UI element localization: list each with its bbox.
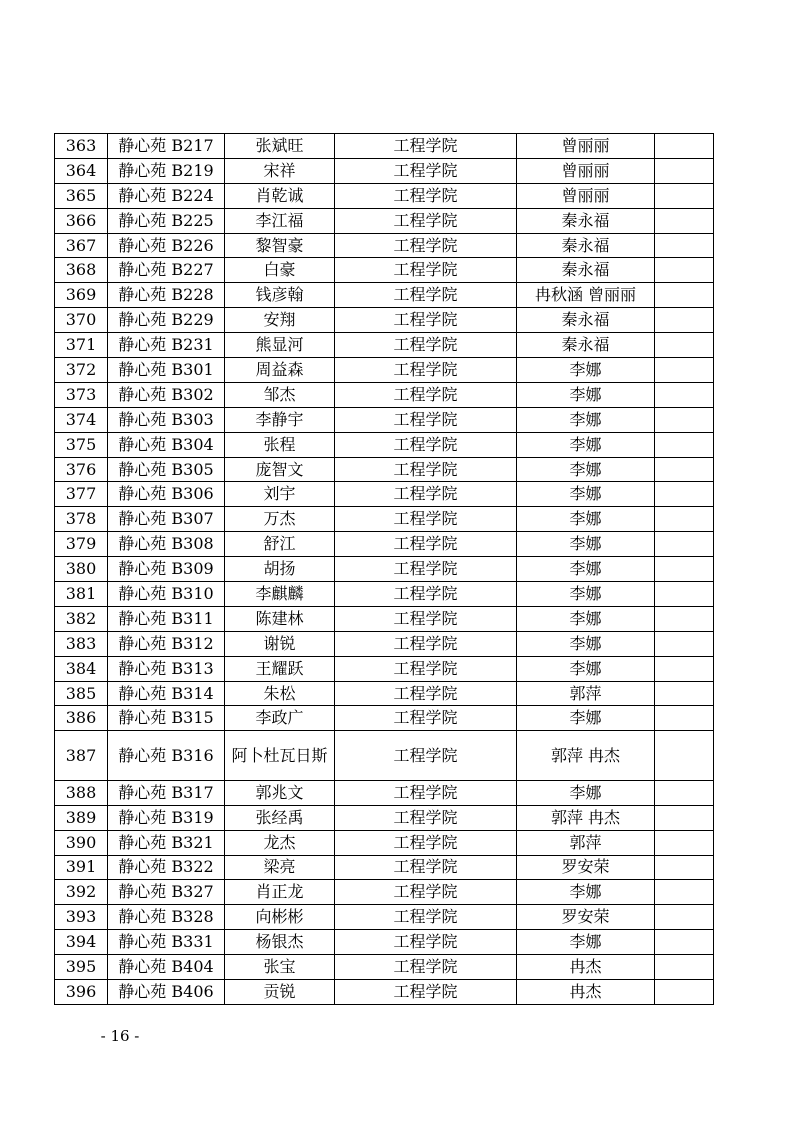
cell-room: 静心苑 B309 — [108, 557, 225, 582]
cell-number: 386 — [55, 706, 108, 731]
table-row — [55, 432, 714, 457]
table-row — [55, 208, 714, 233]
table-row — [55, 681, 714, 706]
cell-note — [655, 333, 714, 358]
cell-college: 工程学院 — [335, 930, 517, 955]
cell-name: 邹杰 — [225, 382, 335, 407]
cell-room: 静心苑 B224 — [108, 183, 225, 208]
cell-college: 工程学院 — [335, 432, 517, 457]
cell-room: 静心苑 B404 — [108, 955, 225, 980]
cell-name: 王耀跃 — [225, 656, 335, 681]
cell-note — [655, 158, 714, 183]
cell-counselor: 郭萍 — [517, 681, 655, 706]
cell-number: 380 — [55, 557, 108, 582]
cell-note — [655, 681, 714, 706]
cell-name: 宋祥 — [225, 158, 335, 183]
cell-name: 李政广 — [225, 706, 335, 731]
cell-name: 黎智豪 — [225, 233, 335, 258]
cell-college: 工程学院 — [335, 980, 517, 1005]
table-row — [55, 507, 714, 532]
cell-room: 静心苑 B231 — [108, 333, 225, 358]
cell-room: 静心苑 B219 — [108, 158, 225, 183]
cell-college: 工程学院 — [335, 208, 517, 233]
cell-number: 369 — [55, 283, 108, 308]
cell-counselor: 李娜 — [517, 631, 655, 656]
cell-counselor: 秦永福 — [517, 208, 655, 233]
cell-note — [655, 457, 714, 482]
cell-note — [655, 780, 714, 805]
cell-note — [655, 183, 714, 208]
cell-college: 工程学院 — [335, 681, 517, 706]
cell-college: 工程学院 — [335, 134, 517, 159]
cell-college: 工程学院 — [335, 780, 517, 805]
cell-room: 静心苑 B306 — [108, 482, 225, 507]
cell-name: 谢锐 — [225, 631, 335, 656]
cell-name: 安翔 — [225, 308, 335, 333]
cell-college: 工程学院 — [335, 283, 517, 308]
cell-name: 梁亮 — [225, 855, 335, 880]
cell-college: 工程学院 — [335, 855, 517, 880]
cell-name: 李静宇 — [225, 407, 335, 432]
cell-counselor: 秦永福 — [517, 308, 655, 333]
cell-note — [655, 283, 714, 308]
cell-name: 贡锐 — [225, 980, 335, 1005]
cell-room: 静心苑 B226 — [108, 233, 225, 258]
cell-room: 静心苑 B314 — [108, 681, 225, 706]
cell-name: 杨银杰 — [225, 930, 335, 955]
cell-number: 389 — [55, 805, 108, 830]
table-row — [55, 407, 714, 432]
table-row — [55, 706, 714, 731]
cell-number: 396 — [55, 980, 108, 1005]
cell-college: 工程学院 — [335, 731, 517, 781]
cell-name: 陈建林 — [225, 606, 335, 631]
table-row — [55, 358, 714, 383]
cell-room: 静心苑 B313 — [108, 656, 225, 681]
cell-room: 静心苑 B225 — [108, 208, 225, 233]
cell-number: 373 — [55, 382, 108, 407]
cell-counselor: 李娜 — [517, 582, 655, 607]
cell-counselor: 李娜 — [517, 507, 655, 532]
cell-college: 工程学院 — [335, 183, 517, 208]
table-row — [55, 731, 714, 781]
cell-room: 静心苑 B316 — [108, 731, 225, 781]
cell-name: 阿卜杜瓦日斯 — [225, 731, 335, 781]
cell-note — [655, 557, 714, 582]
table-row — [55, 158, 714, 183]
cell-name: 张程 — [225, 432, 335, 457]
cell-counselor: 李娜 — [517, 482, 655, 507]
cell-counselor: 郭萍 — [517, 830, 655, 855]
cell-college: 工程学院 — [335, 631, 517, 656]
cell-counselor: 曾丽丽 — [517, 158, 655, 183]
cell-number: 395 — [55, 955, 108, 980]
cell-counselor: 秦永福 — [517, 233, 655, 258]
table-row — [55, 656, 714, 681]
cell-room: 静心苑 B304 — [108, 432, 225, 457]
cell-college: 工程学院 — [335, 482, 517, 507]
cell-name: 李麒麟 — [225, 582, 335, 607]
cell-counselor: 李娜 — [517, 382, 655, 407]
table-body — [55, 134, 714, 1005]
table-row — [55, 333, 714, 358]
cell-college: 工程学院 — [335, 955, 517, 980]
cell-college: 工程学院 — [335, 706, 517, 731]
table-row — [55, 482, 714, 507]
cell-number: 379 — [55, 532, 108, 557]
table-row — [55, 283, 714, 308]
cell-room: 静心苑 B312 — [108, 631, 225, 656]
cell-number: 382 — [55, 606, 108, 631]
cell-name: 向彬彬 — [225, 905, 335, 930]
cell-number: 384 — [55, 656, 108, 681]
cell-name: 龙杰 — [225, 830, 335, 855]
cell-name: 刘宇 — [225, 482, 335, 507]
cell-note — [655, 258, 714, 283]
table-row — [55, 308, 714, 333]
page-number: - 16 - — [100, 1027, 140, 1045]
cell-name: 肖乾诚 — [225, 183, 335, 208]
cell-note — [655, 706, 714, 731]
table-row — [55, 780, 714, 805]
cell-note — [655, 407, 714, 432]
cell-number: 375 — [55, 432, 108, 457]
table-row — [55, 457, 714, 482]
cell-note — [655, 905, 714, 930]
cell-note — [655, 955, 714, 980]
cell-counselor: 李娜 — [517, 407, 655, 432]
table-row — [55, 930, 714, 955]
cell-number: 367 — [55, 233, 108, 258]
cell-number: 364 — [55, 158, 108, 183]
cell-college: 工程学院 — [335, 233, 517, 258]
cell-note — [655, 606, 714, 631]
cell-counselor: 李娜 — [517, 780, 655, 805]
cell-name: 张斌旺 — [225, 134, 335, 159]
cell-number: 381 — [55, 582, 108, 607]
cell-room: 静心苑 B319 — [108, 805, 225, 830]
cell-number: 388 — [55, 780, 108, 805]
cell-college: 工程学院 — [335, 606, 517, 631]
cell-room: 静心苑 B302 — [108, 382, 225, 407]
table-row — [55, 955, 714, 980]
cell-note — [655, 880, 714, 905]
cell-college: 工程学院 — [335, 830, 517, 855]
cell-room: 静心苑 B303 — [108, 407, 225, 432]
cell-note — [655, 980, 714, 1005]
cell-counselor: 李娜 — [517, 706, 655, 731]
cell-room: 静心苑 B227 — [108, 258, 225, 283]
table-row — [55, 606, 714, 631]
cell-room: 静心苑 B328 — [108, 905, 225, 930]
cell-college: 工程学院 — [335, 507, 517, 532]
cell-counselor: 秦永福 — [517, 258, 655, 283]
table-row — [55, 258, 714, 283]
cell-number: 372 — [55, 358, 108, 383]
cell-name: 张宝 — [225, 955, 335, 980]
cell-number: 368 — [55, 258, 108, 283]
cell-number: 390 — [55, 830, 108, 855]
cell-counselor: 李娜 — [517, 880, 655, 905]
cell-counselor: 郭萍 冉杰 — [517, 805, 655, 830]
cell-room: 静心苑 B322 — [108, 855, 225, 880]
cell-room: 静心苑 B301 — [108, 358, 225, 383]
cell-room: 静心苑 B317 — [108, 780, 225, 805]
cell-number: 365 — [55, 183, 108, 208]
cell-college: 工程学院 — [335, 582, 517, 607]
cell-counselor: 冉杰 — [517, 955, 655, 980]
cell-note — [655, 432, 714, 457]
cell-number: 363 — [55, 134, 108, 159]
cell-note — [655, 805, 714, 830]
table-row — [55, 880, 714, 905]
cell-college: 工程学院 — [335, 382, 517, 407]
cell-number: 385 — [55, 681, 108, 706]
cell-college: 工程学院 — [335, 457, 517, 482]
table-row — [55, 582, 714, 607]
cell-room: 静心苑 B305 — [108, 457, 225, 482]
cell-room: 静心苑 B229 — [108, 308, 225, 333]
cell-name: 郭兆文 — [225, 780, 335, 805]
cell-counselor: 李娜 — [517, 557, 655, 582]
cell-number: 366 — [55, 208, 108, 233]
table-row — [55, 233, 714, 258]
cell-college: 工程学院 — [335, 333, 517, 358]
cell-note — [655, 382, 714, 407]
cell-counselor: 曾丽丽 — [517, 183, 655, 208]
cell-note — [655, 930, 714, 955]
cell-counselor: 李娜 — [517, 358, 655, 383]
cell-room: 静心苑 B308 — [108, 532, 225, 557]
table-row — [55, 532, 714, 557]
cell-note — [655, 134, 714, 159]
table-row — [55, 631, 714, 656]
cell-college: 工程学院 — [335, 358, 517, 383]
cell-college: 工程学院 — [335, 805, 517, 830]
cell-name: 肖正龙 — [225, 880, 335, 905]
cell-room: 静心苑 B315 — [108, 706, 225, 731]
cell-college: 工程学院 — [335, 656, 517, 681]
cell-name: 李江福 — [225, 208, 335, 233]
cell-counselor: 冉杰 — [517, 980, 655, 1005]
table-row — [55, 905, 714, 930]
cell-note — [655, 582, 714, 607]
cell-college: 工程学院 — [335, 905, 517, 930]
cell-college: 工程学院 — [335, 532, 517, 557]
dormitory-table — [54, 133, 714, 1005]
cell-college: 工程学院 — [335, 158, 517, 183]
cell-note — [655, 855, 714, 880]
cell-number: 383 — [55, 631, 108, 656]
table-row — [55, 830, 714, 855]
cell-counselor: 李娜 — [517, 457, 655, 482]
cell-note — [655, 656, 714, 681]
cell-note — [655, 358, 714, 383]
cell-room: 静心苑 B321 — [108, 830, 225, 855]
cell-note — [655, 731, 714, 781]
cell-name: 庞智文 — [225, 457, 335, 482]
cell-college: 工程学院 — [335, 407, 517, 432]
cell-counselor: 李娜 — [517, 532, 655, 557]
cell-note — [655, 233, 714, 258]
cell-college: 工程学院 — [335, 880, 517, 905]
table-row — [55, 183, 714, 208]
cell-room: 静心苑 B228 — [108, 283, 225, 308]
cell-number: 370 — [55, 308, 108, 333]
cell-college: 工程学院 — [335, 308, 517, 333]
table-row — [55, 855, 714, 880]
cell-name: 周益森 — [225, 358, 335, 383]
cell-counselor: 罗安荣 — [517, 905, 655, 930]
cell-counselor: 秦永福 — [517, 333, 655, 358]
cell-note — [655, 830, 714, 855]
cell-note — [655, 482, 714, 507]
cell-name: 熊显河 — [225, 333, 335, 358]
cell-room: 静心苑 B307 — [108, 507, 225, 532]
cell-name: 张经禹 — [225, 805, 335, 830]
cell-college: 工程学院 — [335, 557, 517, 582]
cell-name: 万杰 — [225, 507, 335, 532]
cell-counselor: 冉秋涵 曾丽丽 — [517, 283, 655, 308]
cell-number: 378 — [55, 507, 108, 532]
cell-counselor: 李娜 — [517, 432, 655, 457]
cell-counselor: 李娜 — [517, 930, 655, 955]
cell-note — [655, 308, 714, 333]
cell-number: 392 — [55, 880, 108, 905]
cell-room: 静心苑 B217 — [108, 134, 225, 159]
cell-note — [655, 532, 714, 557]
cell-number: 374 — [55, 407, 108, 432]
cell-room: 静心苑 B331 — [108, 930, 225, 955]
cell-number: 377 — [55, 482, 108, 507]
table-row — [55, 557, 714, 582]
table-row — [55, 805, 714, 830]
cell-counselor: 郭萍 冉杰 — [517, 731, 655, 781]
cell-name: 胡扬 — [225, 557, 335, 582]
table-row — [55, 134, 714, 159]
cell-room: 静心苑 B327 — [108, 880, 225, 905]
cell-name: 白豪 — [225, 258, 335, 283]
cell-college: 工程学院 — [335, 258, 517, 283]
table-row — [55, 382, 714, 407]
cell-name: 朱松 — [225, 681, 335, 706]
cell-room: 静心苑 B311 — [108, 606, 225, 631]
cell-name: 钱彦翰 — [225, 283, 335, 308]
cell-room: 静心苑 B310 — [108, 582, 225, 607]
cell-counselor: 曾丽丽 — [517, 134, 655, 159]
cell-number: 371 — [55, 333, 108, 358]
cell-number: 394 — [55, 930, 108, 955]
cell-counselor: 李娜 — [517, 606, 655, 631]
cell-counselor: 罗安荣 — [517, 855, 655, 880]
cell-note — [655, 507, 714, 532]
cell-note — [655, 631, 714, 656]
cell-number: 391 — [55, 855, 108, 880]
table-row — [55, 980, 714, 1005]
cell-number: 387 — [55, 731, 108, 781]
cell-number: 393 — [55, 905, 108, 930]
cell-counselor: 李娜 — [517, 656, 655, 681]
cell-room: 静心苑 B406 — [108, 980, 225, 1005]
cell-number: 376 — [55, 457, 108, 482]
cell-name: 舒江 — [225, 532, 335, 557]
cell-note — [655, 208, 714, 233]
